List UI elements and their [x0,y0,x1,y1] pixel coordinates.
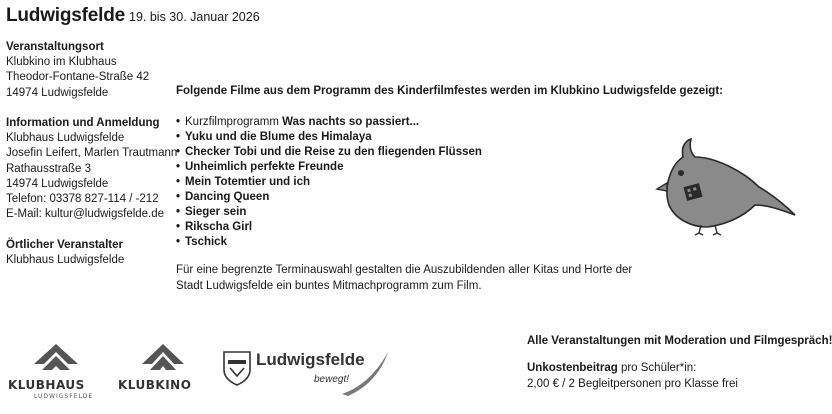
price-label-suffix: pro Schüler*in: [617,362,697,374]
contact-column [6,40,176,283]
email-line[interactable]: E-Mail: kultur@ludwigsfelde.de [6,208,165,221]
swoosh-icon [340,348,390,396]
organizer-block [6,238,176,268]
film-title: Sieger sein [185,206,247,218]
film-title: Mein Totemtier und ich [185,176,311,188]
bullet: • [176,176,181,188]
film-title: Tschick [185,236,227,248]
phone-line: Telefon: 03378 827-114 / -212 [6,193,159,206]
film-item [176,235,482,250]
city-logo-name: Ludwigsfelde [256,350,365,369]
bird-icon [655,135,800,235]
price-value: 2,00 € / 2 Begleitpersonen pro Klasse frei [527,377,738,390]
moderation-note: Alle Veranstaltungen mit Moderation und Filmgespräch! [527,335,832,347]
city-logo [222,348,392,398]
film-item [176,205,482,220]
venue-line: Theodor-Fontane-Straße 42 [6,71,150,84]
bullet: • [176,221,181,233]
film-item [176,145,482,160]
bullet: • [176,116,181,128]
bullet: • [176,191,181,203]
film-title: Checker Tobi und die Reise zu den fliegenden Flüssen [185,146,482,158]
klubhaus-name: KLUBHAUS [8,378,85,392]
klubhaus-logo [6,340,106,405]
klubkino-mark-icon [118,340,208,380]
film-list [176,115,482,250]
film-item [176,190,482,205]
film-item [176,220,482,235]
city-logo-slogan: bewegt! [314,374,350,385]
venue-block [6,40,176,101]
program-paragraph: Für eine begrenzte Terminauswahl gestalten die Auszubildenden aller Kitas und Horte der Stadt Ludwigsfelde ein buntes Mitmachprogramm zum Film. [176,264,633,292]
bullet: • [176,146,181,158]
klubhaus-sub: LUDWIGSFELDE [34,393,94,400]
bullet: • [176,131,181,143]
bullet: • [176,206,181,218]
film-item [176,175,482,190]
film-item [176,130,482,145]
venue-heading: Veranstaltungsort [6,41,104,53]
price-block [527,361,738,392]
klubkino-name: KLUBKINO [118,378,192,392]
film-title: Unheimlich perfekte Freunde [185,161,344,173]
info-heading: Information und Anmeldung [6,117,160,129]
price-label: Unkostenbeitrag [527,362,618,374]
info-line: 14974 Ludwigsfelde [6,177,109,190]
film-item [176,115,482,130]
info-block [6,116,176,222]
klubhaus-mark-icon [6,340,106,380]
venue-line: 14974 Ludwigsfelde [6,86,109,99]
organizer-heading: Örtlicher Veranstalter [6,238,123,251]
klubkino-logo [118,340,208,400]
info-line: Josefin Leifert, Marlen Trautmann [6,147,178,160]
film-item [176,160,482,175]
page-title [6,5,260,27]
info-line: Rathausstraße 3 [6,162,92,175]
venue-line: Klubkino im Klubhaus [6,56,117,69]
film-title: Dancing Queen [185,191,270,203]
film-prefix: Kurzfilmprogramm [185,116,283,128]
film-title: Rikscha Girl [185,221,253,233]
bullet: • [176,236,181,248]
title-dates: 19. bis 30. Januar 2026 [129,10,260,24]
film-title: Was nachts so passiert... [282,116,420,128]
coat-of-arms-icon [222,350,252,386]
title-city: Ludwigsfelde [6,5,125,26]
bullet: • [176,161,181,173]
film-title: Yuku und die Blume des Himalaya [185,131,372,143]
organizer-line: Klubhaus Ludwigsfelde [6,253,125,266]
info-line: Klubhaus Ludwigsfelde [6,132,125,145]
films-intro: Folgende Filme aus dem Programm des Kinderfilmfestes werden im Klubkino Ludwigsfelde gezeigt: [176,85,723,97]
price-label-line [527,361,738,377]
